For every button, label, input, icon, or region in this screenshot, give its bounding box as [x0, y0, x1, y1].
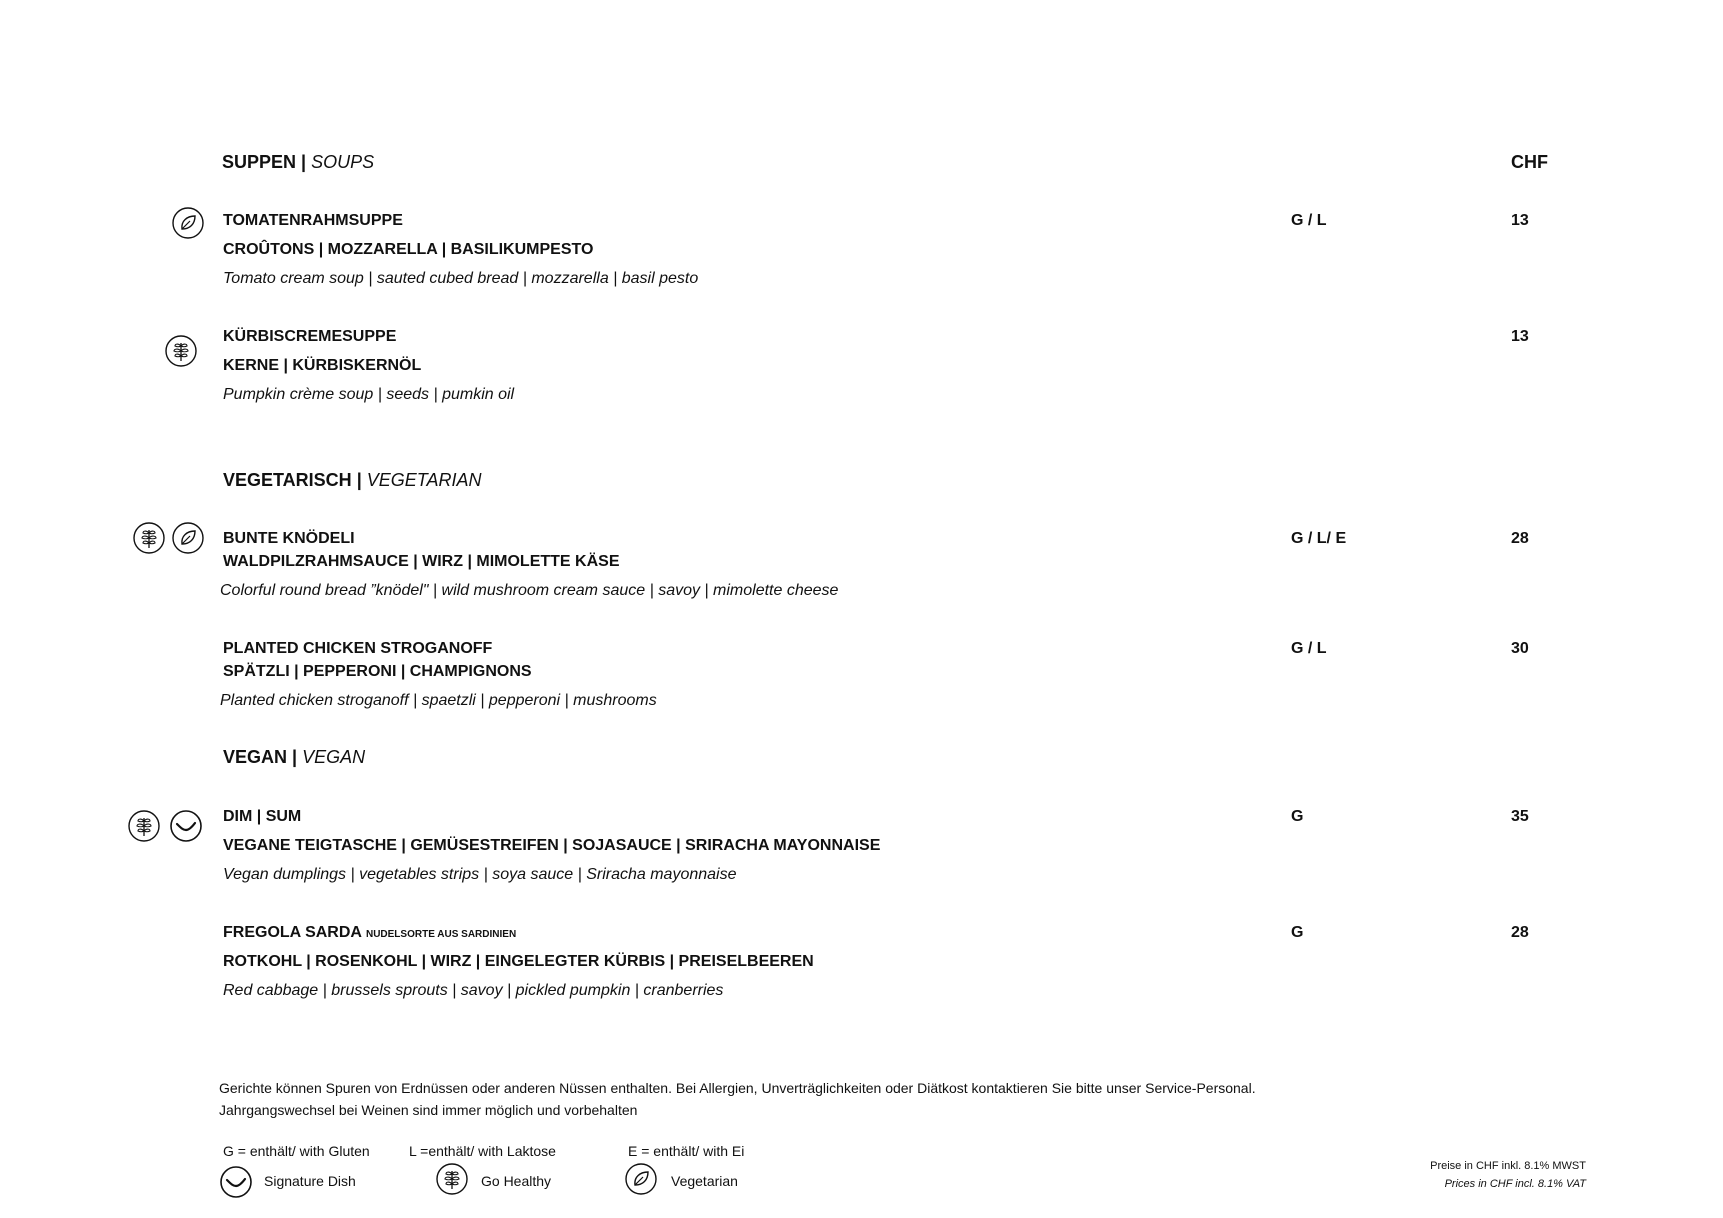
vegetarian-icon — [171, 521, 205, 555]
dish-allergens: G / L — [1291, 640, 1327, 657]
dish-allergens: G — [1291, 924, 1304, 941]
dish-description-en: Red cabbage | brussels sprouts | savoy | pickled pumpkin | cranberries — [223, 982, 724, 999]
signature-dish-icon — [219, 1165, 253, 1199]
dish-price: 28 — [1511, 530, 1529, 547]
signature-dish-icon — [169, 809, 203, 843]
dish-name-note: NUDELSORTE AUS SARDINIEN — [365, 929, 517, 940]
dish-subtitle: KERNE | KÜRBISKERNÖL — [223, 357, 422, 374]
dish-description-en: Tomato cream soup | sauted cubed bread | mozzarella | basil pesto — [223, 270, 699, 287]
dish-price: 35 — [1511, 808, 1529, 825]
section-title-de: SUPPEN — [222, 152, 297, 172]
legend-gluten: G = enthält/ with Gluten — [223, 1143, 370, 1159]
dish-subtitle: SPÄTZLI | PEPPERONI | CHAMPIGNONS — [223, 663, 532, 680]
legend-egg: E = enthält/ with Ei — [628, 1143, 745, 1159]
allergy-note: Gerichte können Spuren von Erdnüssen oder anderen Nüssen enthalten. Bei Allergien, Unverträglichkeiten oder Diätkost kontaktieren Sie bitte unser Service-Personal. — [219, 1080, 1256, 1096]
section-title-en: VEGETARIAN — [366, 470, 482, 490]
section-title-en: SOUPS — [311, 152, 375, 172]
dish-price: 30 — [1511, 640, 1529, 657]
dish-name: BUNTE KNÖDELI — [223, 530, 355, 547]
dish-name-text: FREGOLA SARDA — [223, 924, 362, 941]
go-healthy-icon — [127, 809, 161, 843]
section-title-de: VEGETARISCH — [223, 470, 352, 490]
wine-vintage-note: Jahrgangswechsel bei Weinen sind immer möglich und vorbehalten — [219, 1102, 638, 1118]
legend-healthy-label: Go Healthy — [481, 1173, 552, 1189]
dish-allergens: G / L/ E — [1291, 530, 1347, 547]
dish-description-en: Pumpkin crème soup | seeds | pumkin oil — [223, 386, 515, 403]
dish-name: KÜRBISCREMESUPPE — [223, 328, 397, 345]
currency-header: CHF — [1511, 152, 1548, 172]
section-separator: | — [301, 152, 307, 172]
dish-subtitle: WALDPILZRAHMSAUCE | WIRZ | MIMOLETTE KÄSE — [223, 553, 620, 570]
dish-name: TOMATENRAHMSUPPE — [223, 212, 403, 229]
dish-name: DIM | SUM — [223, 808, 302, 825]
section-header-soups — [222, 152, 374, 173]
go-healthy-icon — [164, 334, 198, 368]
dish-subtitle: ROTKOHL | ROSENKOHL | WIRZ | EINGELEGTER KÜRBIS | PREISELBEEREN — [223, 953, 814, 970]
section-separator: | — [292, 747, 298, 767]
go-healthy-icon — [132, 521, 166, 555]
vat-note-en: Prices in CHF incl. 8.1% VAT — [1444, 1178, 1586, 1190]
section-title-en: VEGAN — [302, 747, 366, 767]
legend-signature-label: Signature Dish — [264, 1173, 356, 1189]
dish-subtitle: CROÛTONS | MOZZARELLA | BASILIKUMPESTO — [223, 241, 594, 258]
vat-note-de: Preise in CHF inkl. 8.1% MWST — [1430, 1160, 1586, 1172]
dish-name — [223, 924, 516, 942]
section-header-vegan — [223, 747, 365, 768]
section-header-vegetarian — [223, 470, 481, 491]
legend-vegetarian-label: Vegetarian — [671, 1173, 738, 1189]
dish-price: 28 — [1511, 924, 1529, 941]
dish-allergens: G — [1291, 808, 1304, 825]
legend-lactose: L =enthält/ with Laktose — [409, 1143, 556, 1159]
go-healthy-icon — [435, 1162, 469, 1196]
section-title-de: VEGAN — [223, 747, 288, 767]
dish-price: 13 — [1511, 212, 1529, 229]
dish-description-en: Colorful round bread ”knödel" | wild mushroom cream sauce | savoy | mimolette cheese — [220, 582, 839, 599]
dish-price: 13 — [1511, 328, 1529, 345]
dish-name: PLANTED CHICKEN STROGANOFF — [223, 640, 493, 657]
vegetarian-icon — [171, 206, 205, 240]
dish-subtitle: VEGANE TEIGTASCHE | GEMÜSESTREIFEN | SOJASAUCE | SRIRACHA MAYONNAISE — [223, 837, 881, 854]
vegetarian-icon — [624, 1162, 658, 1196]
dish-description-en: Planted chicken stroganoff | spaetzli | pepperoni | mushrooms — [220, 692, 657, 709]
dish-allergens: G / L — [1291, 212, 1327, 229]
section-separator: | — [356, 470, 362, 490]
dish-description-en: Vegan dumplings | vegetables strips | soya sauce | Sriracha mayonnaise — [223, 866, 737, 883]
